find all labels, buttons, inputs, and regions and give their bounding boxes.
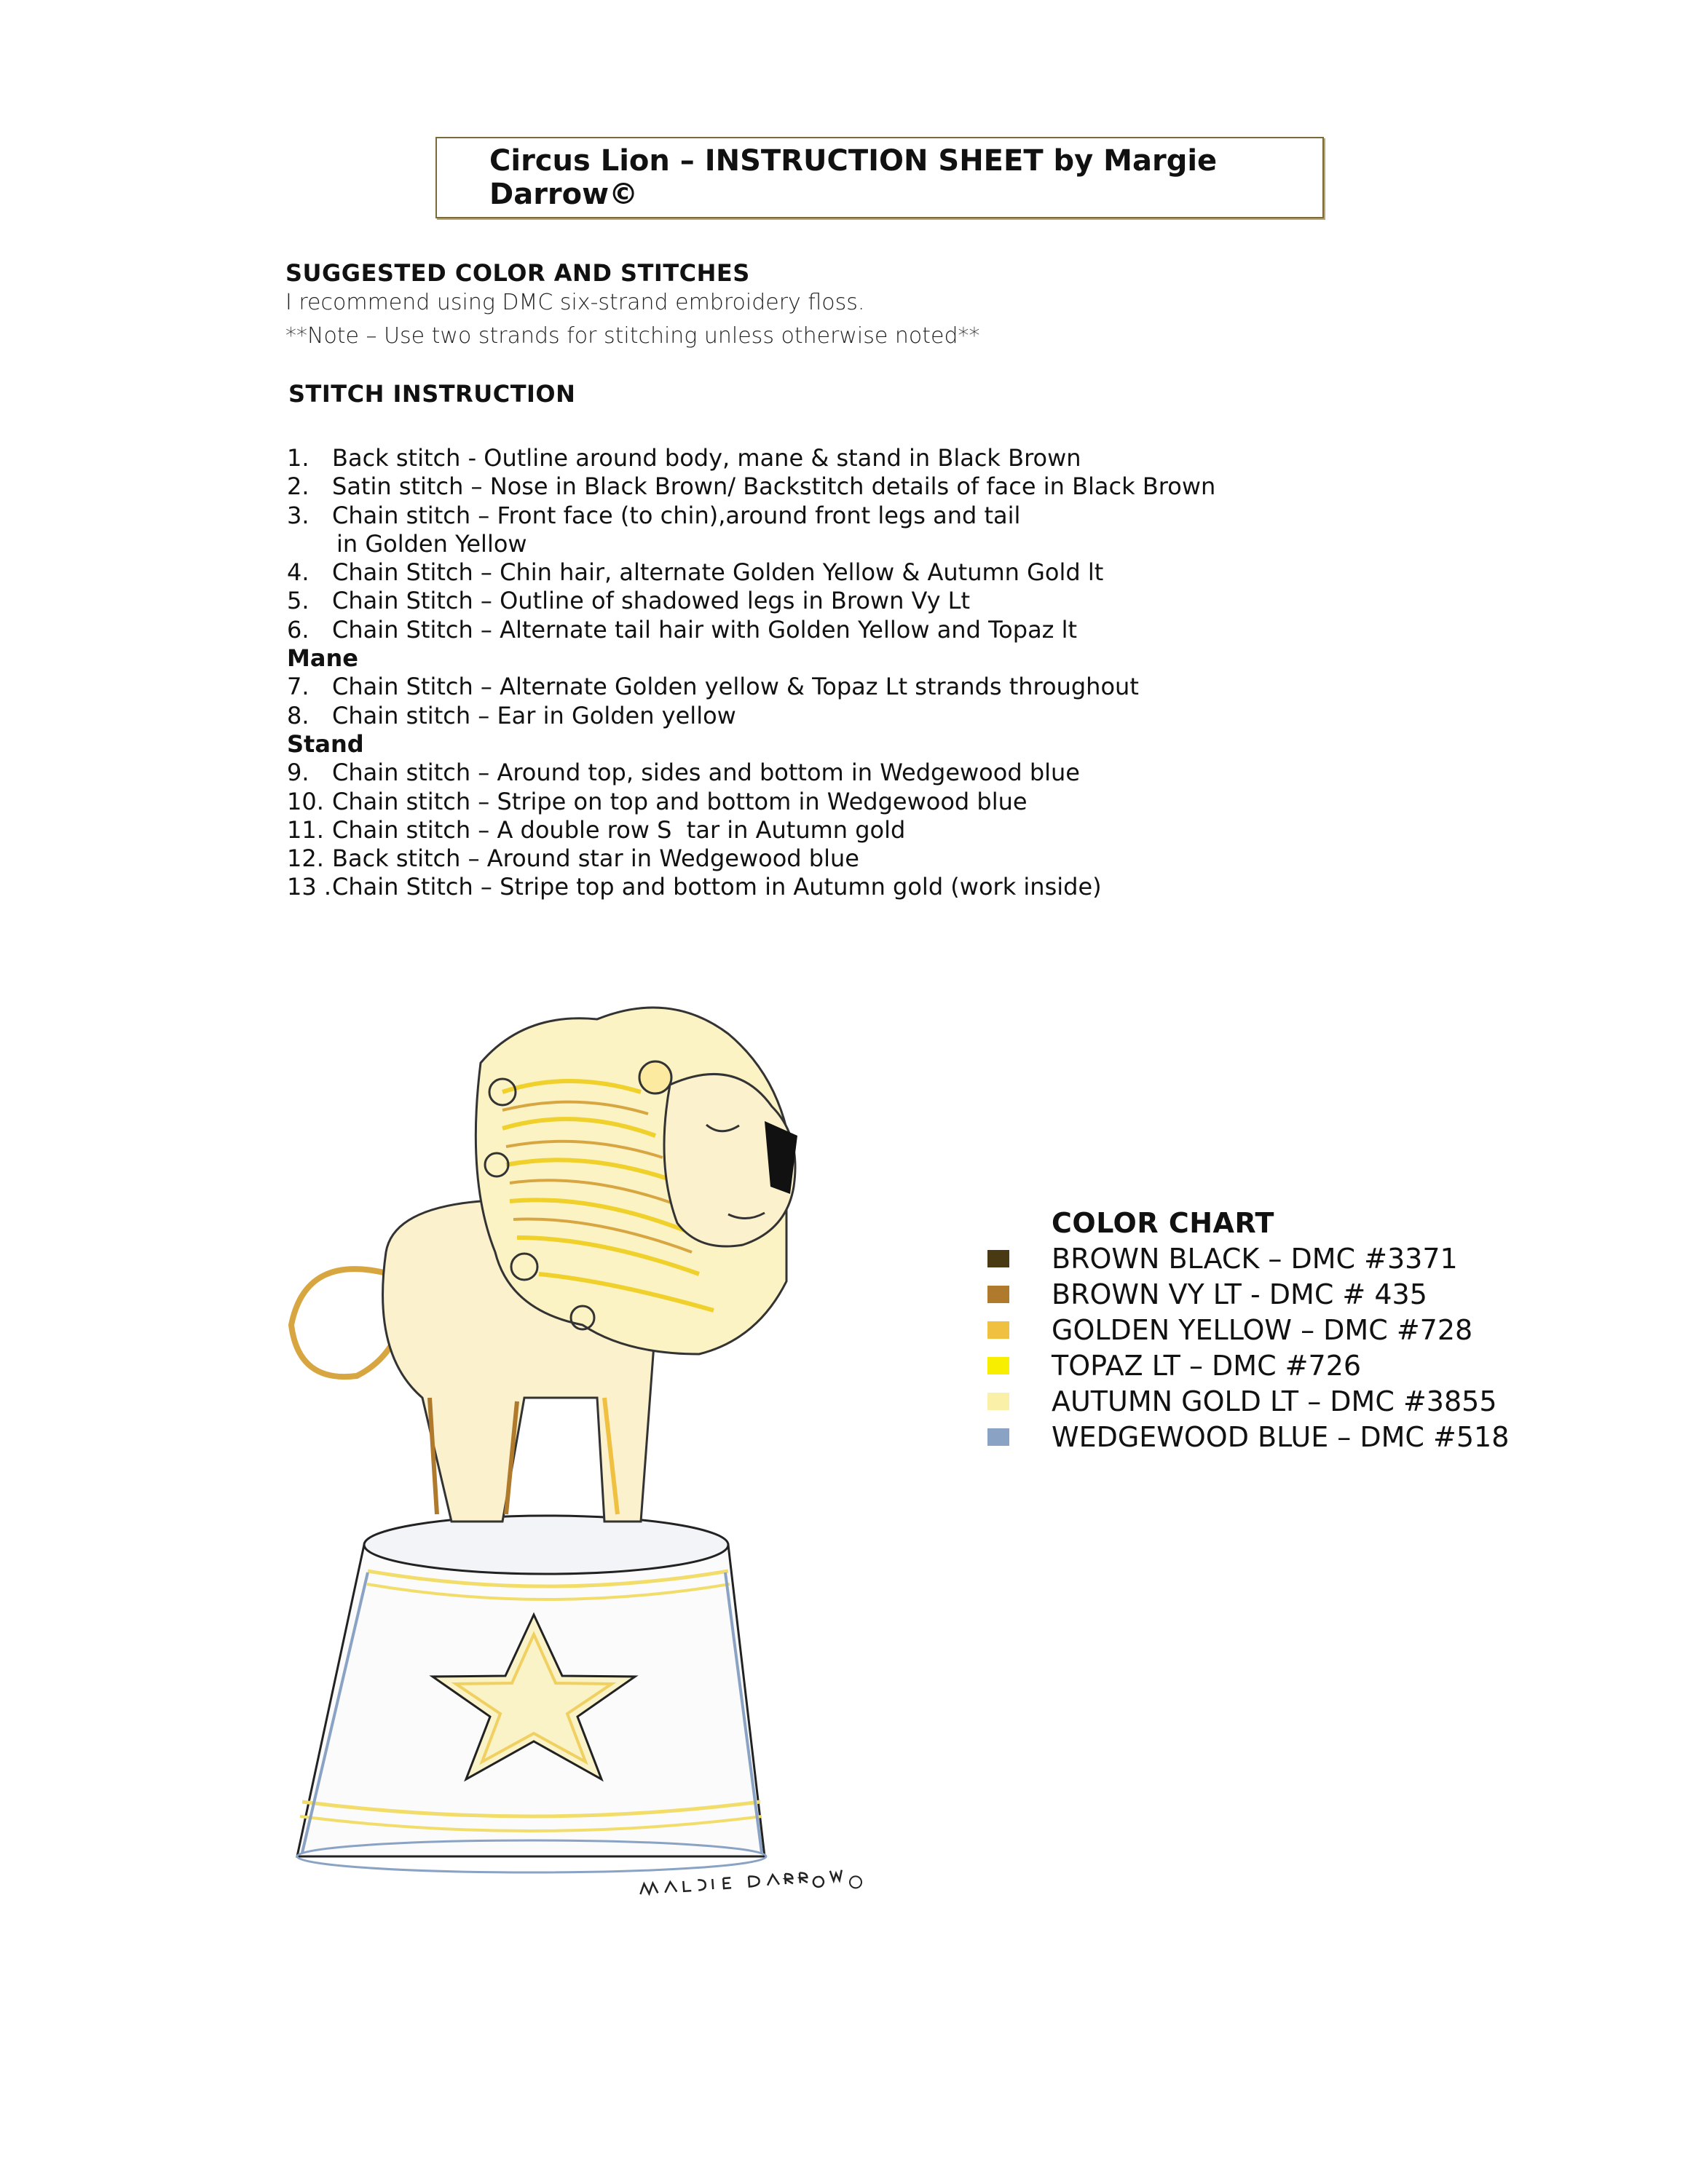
color-chart-row — [987, 1241, 1643, 1276]
stitch-step-number: 12. — [287, 844, 324, 873]
stitch-group-label: Stand — [287, 729, 364, 758]
stitch-step — [287, 673, 1525, 701]
stitch-step-text: Chain Stitch – Alternate tail hair with Golden Yellow and Topaz lt — [332, 615, 1078, 644]
stitch-step-number: 3. — [287, 501, 309, 529]
stitch-step — [287, 587, 1525, 615]
stitch-step — [287, 702, 1525, 730]
color-chart-row — [987, 1276, 1643, 1312]
stitch-step-number: 2. — [287, 472, 309, 501]
stitch-step-continuation: in Golden Yellow — [336, 529, 527, 558]
stitch-instruction-list — [287, 444, 1525, 902]
stitch-step-text: Chain stitch – Front face (to chin),around front legs and tail — [332, 501, 1021, 529]
stitch-step-number: 9. — [287, 759, 309, 787]
color-chart-row — [987, 1348, 1643, 1383]
stitch-step — [287, 844, 1525, 873]
stitch-step — [287, 873, 1525, 901]
stitch-step-text: Chain stitch – Ear in Golden yellow — [332, 701, 736, 729]
color-label: AUTUMN GOLD LT – DMC #3855 — [1052, 1385, 1497, 1417]
color-chart — [987, 1207, 1643, 1455]
stitch-step-number: 7. — [287, 673, 309, 701]
stitch-step-number: 4. — [287, 558, 309, 587]
stitch-step-number: 10. — [287, 787, 324, 815]
stitch-step-number: 8. — [287, 701, 309, 729]
stitch-step-text: Chain stitch – A double row S tar in Autumn gold — [332, 815, 906, 844]
color-label: TOPAZ LT – DMC #726 — [1052, 1349, 1362, 1382]
color-label: WEDGEWOOD BLUE – DMC #518 — [1052, 1420, 1510, 1453]
stitch-step-text: Chain Stitch – Alternate Golden yellow & Topaz Lt strands throughout — [332, 673, 1139, 701]
lion-figure — [291, 1008, 797, 1522]
stitch-step — [287, 444, 1525, 472]
stitch-step-number: 1. — [287, 444, 309, 472]
color-label: BROWN VY LT - DMC # 435 — [1052, 1278, 1427, 1310]
color-swatch — [987, 1357, 1009, 1374]
stitch-step-number: 5. — [287, 587, 309, 615]
suggested-heading: SUGGESTED COLOR AND STITCHES — [285, 259, 750, 287]
stitch-step — [287, 816, 1525, 844]
color-swatch — [987, 1286, 1009, 1303]
stitch-step — [287, 759, 1525, 787]
color-swatch — [987, 1250, 1009, 1267]
stitch-step-text: Chain stitch – Stripe on top and bottom in Wedgewood blue — [332, 787, 1028, 815]
floss-recommendation: I recommend using DMC six-strand embroidery floss. — [285, 290, 865, 315]
stitch-step — [287, 616, 1525, 644]
strand-note: **Note – Use two strands for stitching unless otherwise noted** — [285, 323, 980, 349]
color-chart-row — [987, 1383, 1643, 1419]
stitch-step-text: Satin stitch – Nose in Black Brown/ Backstitch details of face in Black Brown — [332, 472, 1216, 501]
stitch-step-text: Chain stitch – Around top, sides and bottom in Wedgewood blue — [332, 759, 1080, 787]
stitch-step-text: Back stitch – Around star in Wedgewood blue — [332, 844, 859, 873]
page-title: Circus Lion – INSTRUCTION SHEET by Margie Darrow© — [489, 144, 1218, 211]
stitch-group-label: Mane — [287, 644, 358, 673]
circus-lion-illustration — [262, 946, 976, 1907]
stitch-step — [287, 472, 1525, 501]
artist-signature — [639, 1869, 861, 1903]
stitch-step-number: 13 . — [287, 873, 332, 901]
stitch-step-text: Chain Stitch – Stripe top and bottom in Autumn gold (work inside) — [332, 873, 1102, 901]
color-label: GOLDEN YELLOW – DMC #728 — [1052, 1313, 1473, 1346]
color-label: BROWN BLACK – DMC #3371 — [1052, 1242, 1458, 1275]
color-swatch — [987, 1321, 1009, 1339]
stitch-step-number: 11. — [287, 815, 324, 844]
stitch-instruction-heading: STITCH INSTRUCTION — [288, 380, 576, 408]
stitch-step-text: Chain Stitch – Chin hair, alternate Golden Yellow & Autumn Gold lt — [332, 558, 1104, 587]
stitch-step — [287, 788, 1525, 816]
color-chart-row — [987, 1419, 1643, 1455]
stitch-step-text: Back stitch - Outline around body, mane & stand in Black Brown — [332, 444, 1081, 472]
color-swatch — [987, 1428, 1009, 1446]
color-swatch — [987, 1393, 1009, 1410]
title-box — [435, 137, 1324, 218]
color-chart-row — [987, 1312, 1643, 1348]
stitch-step-number: 6. — [287, 615, 309, 644]
stitch-step — [287, 558, 1525, 587]
stitch-step-text: Chain Stitch – Outline of shadowed legs in Brown Vy Lt — [332, 587, 971, 615]
stitch-step — [287, 502, 1525, 530]
circus-stand — [297, 1516, 766, 1872]
color-chart-heading: COLOR CHART — [1052, 1207, 1274, 1239]
